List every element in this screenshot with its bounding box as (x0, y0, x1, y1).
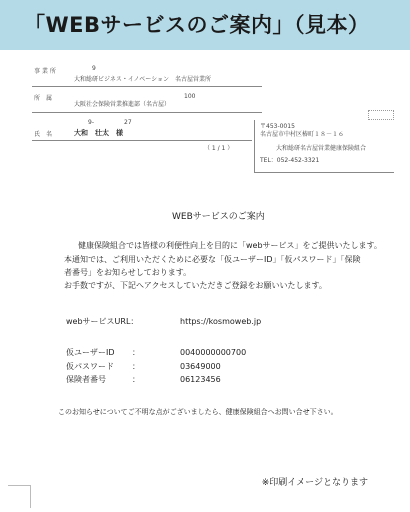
divider (32, 140, 252, 141)
sender-address: 名古屋市中村区椿町１８－１６ (260, 131, 345, 138)
stamp-mark (368, 110, 394, 120)
letter-paragraph-line: 本通知では、ご利用いただくために必要な「仮ユーザーID」「仮パスワード」「保険 (64, 255, 361, 264)
colon: ： (132, 362, 140, 371)
jigyosho-name: 大和総研ビジネス・イノベーション 名古屋営業所 (74, 76, 211, 83)
user-id-value: 0040000000700 (180, 348, 247, 357)
jigyosho-label: 事 業 所 (34, 68, 56, 75)
sender-tel: TEL：052-452-3321 (260, 157, 320, 164)
shozoku-code: 100 (184, 93, 196, 100)
page-counter: （ 1 / 1 ） (204, 145, 234, 152)
number-a: 9- (88, 119, 94, 126)
letter-paragraph-line: 健康保険組合では皆様の利便性向上を目的に「webサービス」をご提供いたします。 (78, 241, 382, 250)
print-preview-note: ※印刷イメージとなります (261, 478, 368, 488)
url-label: webサービスURL： (66, 317, 139, 326)
shozoku-name: 大阪社会保険営業推進部（名古屋） (74, 101, 171, 108)
recipient-name: 大和 壮太 様 (74, 129, 123, 137)
page-corner (8, 485, 31, 508)
divider (254, 172, 394, 173)
postal-code: 〒453-0015 (260, 123, 295, 130)
divider (32, 112, 262, 113)
user-id-label: 仮ユーザーID (66, 348, 115, 357)
insurer-number-label: 保険者番号 (66, 375, 106, 384)
divider (254, 120, 255, 172)
colon: ： (132, 375, 140, 384)
sample-document (8, 50, 408, 508)
shozoku-label: 所 属 (34, 95, 53, 102)
divider (32, 86, 262, 87)
number-b: 27 (124, 119, 132, 126)
sender-name: 大和総研名古屋営業健康保険組合 (276, 145, 367, 152)
password-label: 仮パスワード (66, 362, 114, 371)
url-value: https://kosmoweb.jp (180, 317, 262, 326)
letter-paragraph-line: お手数ですが、下記へアクセスしていただきご登録をお願いいたします。 (64, 281, 327, 290)
closing-text: このお知らせについてご不明な点がございましたら、健康保険組合へお問い合せ下さい。 (58, 408, 338, 416)
page-title: 「WEBサービスのご案内」（見本） (24, 13, 370, 37)
shimei-label: 氏 名 (34, 131, 53, 138)
password-value: 03649000 (180, 362, 221, 371)
colon: ： (132, 348, 140, 357)
letter-title: WEBサービスのご案内 (172, 212, 265, 222)
header-banner (0, 0, 410, 50)
jigyosho-code: 9 (92, 65, 96, 72)
letter-paragraph-line: 者番号」をお知らせしております。 (64, 268, 192, 277)
insurer-number-value: 06123456 (180, 375, 221, 384)
